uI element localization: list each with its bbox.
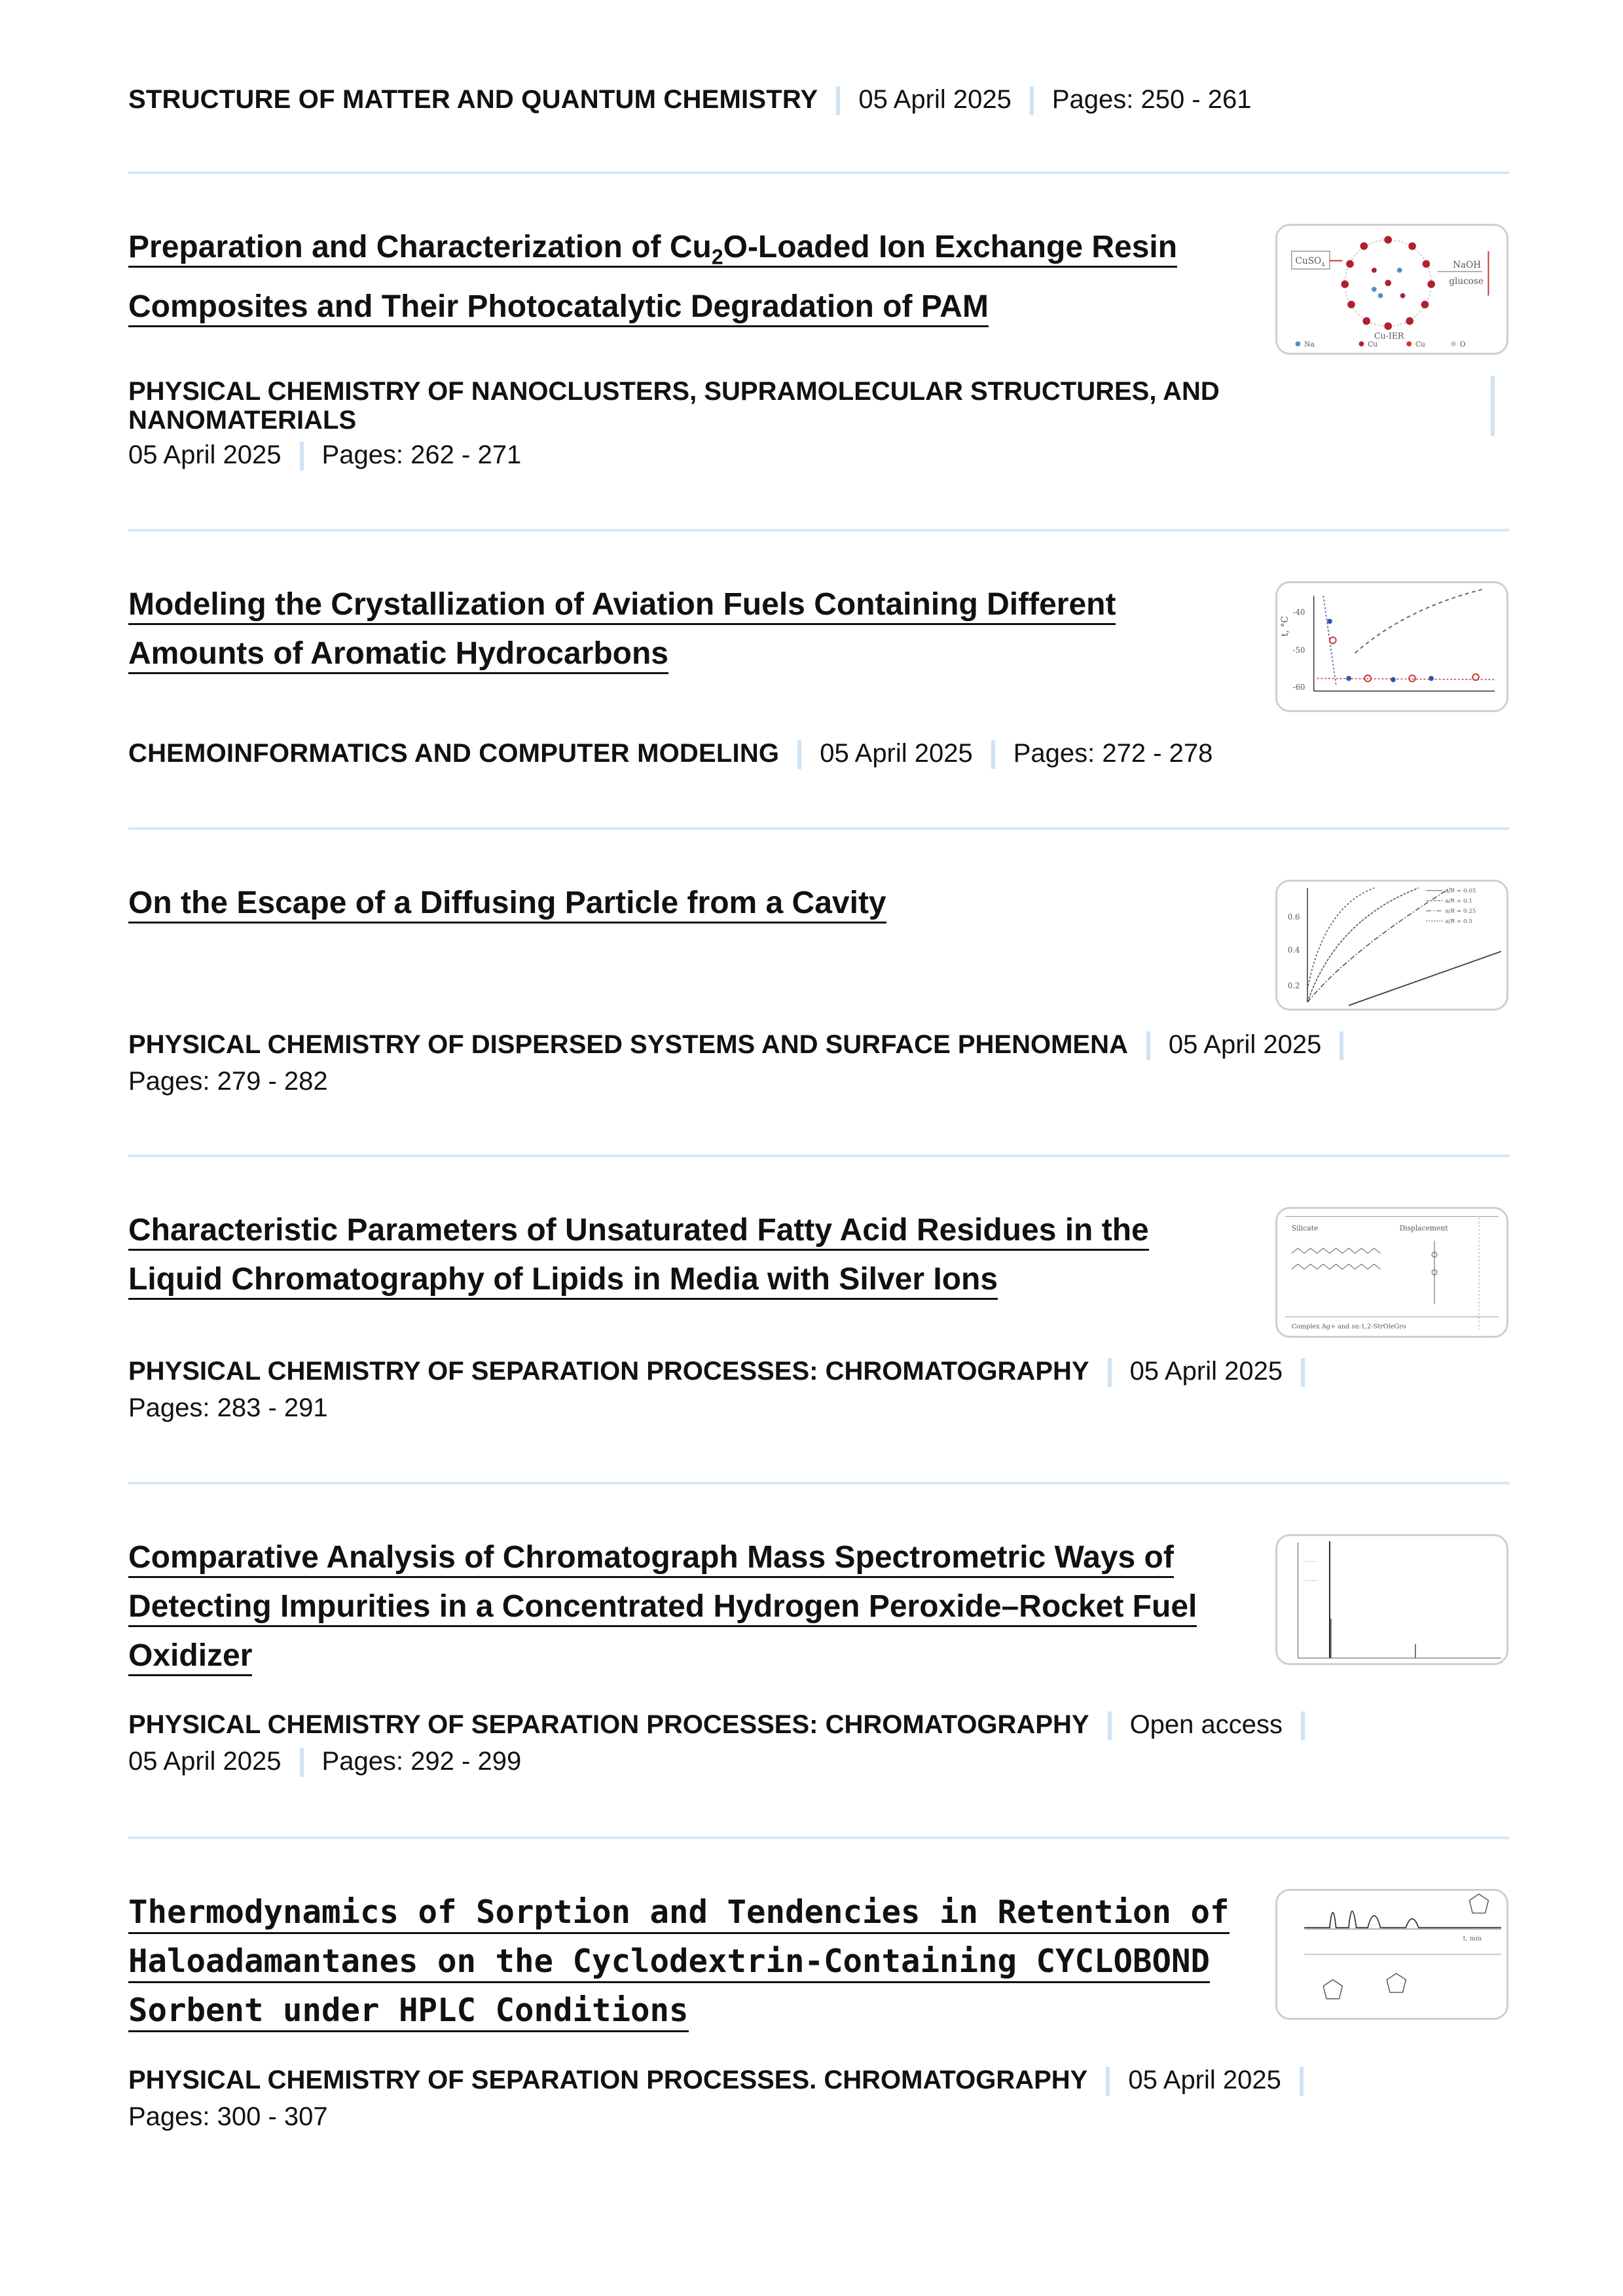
section-label[interactable]: PHYSICAL CHEMISTRY OF NANOCLUSTERS, SUPRAMOLECULAR STRUCTURES, AND NANOMATERIALS <box>128 377 1220 435</box>
article-title-link[interactable]: Liquid Chromatography of Lipids in Media with Silver Ions <box>128 1262 998 1300</box>
section-label[interactable]: PHYSICAL CHEMISTRY OF SEPARATION PROCESSES: CHROMATOGRAPHY <box>128 1357 1089 1386</box>
label-displacement: Displacement <box>1399 1223 1448 1232</box>
separator <box>1030 86 1034 115</box>
article-meta <box>128 738 1213 769</box>
separator <box>300 442 304 471</box>
y-tick: -40 <box>1292 607 1305 617</box>
svg-text:a/R = 0.1: a/R = 0.1 <box>1445 898 1472 905</box>
page-range: Pages: 279 - 282 <box>128 1067 328 1096</box>
publish-date: 05 April 2025 <box>1128 2066 1281 2094</box>
article-title-link[interactable]: Oxidizer <box>128 1638 252 1676</box>
section-label[interactable]: STRUCTURE OF MATTER AND QUANTUM CHEMISTRY <box>128 85 818 114</box>
article-thumbnail[interactable] <box>1275 1534 1508 1665</box>
article-title-link[interactable]: Haloadamantanes on the Cyclodextrin-Containing CYCLOBOND <box>128 1943 1210 1983</box>
separator <box>836 86 840 115</box>
article-title[interactable] <box>128 223 1177 331</box>
page-range: Pages: 300 - 307 <box>128 2102 328 2131</box>
thumbnail-diagram <box>1277 1209 1506 1336</box>
page-range: Pages: 292 - 299 <box>321 1747 522 1776</box>
article-meta <box>128 1746 521 1777</box>
separator <box>300 1748 304 1777</box>
divider <box>128 171 1510 174</box>
page-range: Pages: 283 - 291 <box>128 1393 328 1422</box>
section-label-row <box>128 1357 1305 1387</box>
svg-text:Cu: Cu <box>1415 340 1425 349</box>
separator <box>1108 1358 1112 1387</box>
label-silicate: Silicate <box>1291 1223 1319 1232</box>
page-range: Pages: 272 - 278 <box>1013 739 1213 768</box>
y-axis-label: t, °C <box>1279 616 1290 637</box>
article-title-link[interactable]: Composites and Their Photocatalytic Degradation of PAM <box>128 289 989 327</box>
label-glucose: glucose <box>1449 276 1484 287</box>
divider <box>128 1155 1510 1157</box>
article-title[interactable] <box>128 878 886 927</box>
article-title[interactable] <box>128 1206 1149 1304</box>
svg-text:Cu: Cu <box>1368 340 1378 349</box>
separator <box>1146 1031 1150 1060</box>
separator <box>1106 2067 1110 2096</box>
open-access-badge: Open access <box>1129 1710 1283 1739</box>
article-title[interactable] <box>128 1533 1197 1680</box>
svg-text:a/R = 0.5: a/R = 0.5 <box>1445 918 1472 925</box>
publish-date: 05 April 2025 <box>1129 1357 1283 1386</box>
divider <box>128 1837 1510 1839</box>
section-label-row <box>128 1710 1305 1740</box>
article-title-link[interactable]: Modeling the Crystallization of Aviation Fuels Containing Different <box>128 587 1116 625</box>
separator <box>1108 1712 1112 1740</box>
article-title-link[interactable]: Thermodynamics of Sorption and Tendencies in Retention of <box>128 1893 1230 1934</box>
thumbnail-plot <box>1277 1891 1506 2018</box>
y-tick: 0.4 <box>1287 945 1300 955</box>
page-range: Pages: 250 - 261 <box>1051 85 1252 114</box>
x-axis-unit: t, min <box>1463 1935 1482 1943</box>
article-thumbnail[interactable] <box>1275 224 1508 355</box>
divider <box>128 827 1510 830</box>
y-tick: 0.6 <box>1287 912 1300 922</box>
page-range: Pages: 262 - 271 <box>321 440 522 469</box>
thumbnail-diagram <box>1277 226 1506 353</box>
article-thumbnail[interactable] <box>1275 880 1508 1011</box>
publish-date: 05 April 2025 <box>1168 1030 1322 1059</box>
svg-text:O: O <box>1459 340 1466 349</box>
publish-date: 05 April 2025 <box>820 739 973 768</box>
separator <box>1300 2067 1304 2096</box>
section-label-row <box>128 1030 1343 1060</box>
article-title-link[interactable]: Sorbent under HPLC Conditions <box>128 1992 689 2032</box>
section-label[interactable]: PHYSICAL CHEMISTRY OF SEPARATION PROCESSES. CHROMATOGRAPHY <box>128 2066 1088 2094</box>
section-label[interactable]: PHYSICAL CHEMISTRY OF SEPARATION PROCESSES: CHROMATOGRAPHY <box>128 1710 1089 1739</box>
separator <box>991 740 995 769</box>
article-thumbnail[interactable] <box>1275 1889 1508 2020</box>
article-title-link[interactable]: Amounts of Aromatic Hydrocarbons <box>128 636 668 674</box>
thumbnail-plot <box>1277 583 1506 710</box>
label-complex: Complex Ag+ and sn-1,2-StrOleGro <box>1291 1323 1406 1331</box>
article-thumbnail[interactable] <box>1275 1207 1508 1338</box>
separator <box>1301 1358 1305 1387</box>
svg-text:a/R = 0.05: a/R = 0.05 <box>1445 888 1476 895</box>
article-title[interactable] <box>128 1888 1230 2035</box>
section-label[interactable]: CHEMOINFORMATICS AND COMPUTER MODELING <box>128 739 780 768</box>
separator <box>1301 1712 1305 1740</box>
article-title-link[interactable]: Preparation and Characterization of $Cu_2O$-Loaded Ion Exchange Resin <box>128 230 1178 269</box>
section-label-row <box>128 2066 1304 2096</box>
label-cuso4: CuSO$_4$ <box>1295 256 1325 269</box>
article-title-link[interactable]: Characteristic Parameters of Unsaturated Fatty Acid Residues in the <box>128 1213 1149 1251</box>
thumbnail-plot <box>1277 882 1506 1009</box>
label-cu-ier: Cu-IER <box>1374 331 1404 341</box>
y-tick: 0.2 <box>1287 980 1300 990</box>
article-thumbnail[interactable] <box>1275 581 1508 712</box>
publish-date: 05 April 2025 <box>858 85 1012 114</box>
label-naoh: NaOH <box>1453 260 1482 271</box>
article-title-link[interactable]: Detecting Impurities in a Concentrated Hydrogen Peroxide–Rocket Fuel <box>128 1589 1197 1627</box>
separator <box>797 740 801 769</box>
article-meta <box>128 84 1252 115</box>
article-title[interactable] <box>128 580 1116 678</box>
publish-date: 05 April 2025 <box>128 1747 282 1776</box>
article-meta <box>128 439 521 471</box>
divider <box>128 529 1510 531</box>
svg-text:a/R = 0.25: a/R = 0.25 <box>1445 908 1476 915</box>
separator <box>1491 376 1495 436</box>
svg-text:Na: Na <box>1304 340 1315 349</box>
publish-date: 05 April 2025 <box>128 440 282 469</box>
divider <box>128 1482 1510 1484</box>
thumbnail-plot <box>1277 1536 1506 1663</box>
separator <box>1340 1031 1343 1060</box>
y-tick: -60 <box>1292 682 1305 692</box>
y-tick: -50 <box>1292 645 1305 655</box>
article-title-link[interactable]: Comparative Analysis of Chromatograph Mass Spectrometric Ways of <box>128 1540 1174 1578</box>
section-label[interactable]: PHYSICAL CHEMISTRY OF DISPERSED SYSTEMS AND SURFACE PHENOMENA <box>128 1030 1128 1059</box>
article-title-link[interactable]: On the Escape of a Diffusing Particle from a Cavity <box>128 886 886 924</box>
